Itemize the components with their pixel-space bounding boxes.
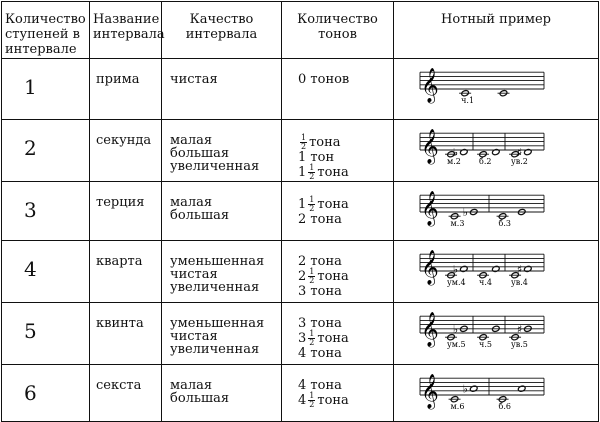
- interval-name: прима: [90, 59, 162, 120]
- staff-notation: [394, 120, 599, 181]
- interval-name: секста: [90, 365, 162, 422]
- fraction-denominator: 2: [309, 400, 315, 409]
- notation-cell: [394, 303, 599, 365]
- tones-fraction: [308, 164, 315, 181]
- tones-item: [298, 285, 393, 298]
- fraction-denominator: 2: [309, 338, 315, 347]
- table-row: [2, 365, 599, 422]
- fraction-numerator: 1: [309, 195, 315, 204]
- quality-cell: [162, 59, 282, 120]
- tones-whole: 2: [298, 212, 307, 227]
- tones-fraction: [308, 268, 315, 285]
- tones-unit: тонов: [310, 72, 350, 87]
- tones-cell: [282, 182, 394, 241]
- tones-item: [298, 134, 393, 151]
- steps-cell: 2: [2, 120, 90, 182]
- tones-cell: [282, 241, 394, 303]
- quality-item: малая: [170, 378, 213, 393]
- tones-whole: 0: [298, 72, 307, 87]
- quality-item: большая: [170, 146, 230, 161]
- tones-whole: 4: [298, 393, 307, 408]
- notation-cell: [394, 365, 599, 422]
- interval-name: секунда: [90, 120, 162, 182]
- fraction-denominator: 2: [309, 172, 315, 181]
- header-example: Нотный пример: [394, 2, 599, 59]
- tones-whole: 1: [298, 150, 307, 165]
- treble-clef-icon: 𝄞: [421, 68, 439, 103]
- staff-notation: [394, 303, 599, 364]
- fraction-denominator: 2: [309, 276, 315, 285]
- fraction-numerator: 1: [309, 163, 315, 172]
- quality-item: увеличенная: [170, 159, 260, 174]
- quality-item: увеличенная: [170, 342, 260, 357]
- treble-clef-icon: 𝄞: [421, 191, 439, 226]
- tones-cell: [282, 365, 394, 422]
- steps-cell: 3: [2, 182, 90, 241]
- table-row: [2, 120, 599, 182]
- tones-unit: тона: [317, 393, 349, 408]
- quality-cell: [162, 241, 282, 303]
- quality-item: чистая: [170, 72, 218, 87]
- flat-icon: ♭: [452, 322, 459, 336]
- tones-whole: 3: [298, 284, 307, 299]
- fraction-numerator: 1: [309, 329, 315, 338]
- staff-notation: [394, 182, 599, 240]
- header-tones: Количество тонов: [282, 2, 394, 59]
- steps-cell: 6: [2, 365, 90, 422]
- staff-notation: [394, 365, 599, 421]
- tones-whole: 2: [298, 254, 307, 269]
- header-name: Название интервала: [90, 2, 162, 59]
- interval-label: ув.2: [511, 157, 528, 166]
- tones-unit: тон: [310, 150, 335, 165]
- interval-label: ув.4: [511, 278, 528, 287]
- steps-cell: 5: [2, 303, 90, 365]
- staff-notation: [394, 241, 599, 302]
- tones-unit: тона: [317, 197, 349, 212]
- interval-label: м.6: [450, 402, 465, 411]
- fraction-numerator: 1: [309, 267, 315, 276]
- quality-item: малая: [170, 133, 213, 148]
- quality-cell: [162, 303, 282, 365]
- tones-unit: тона: [317, 269, 349, 284]
- steps-cell: 1: [2, 59, 90, 120]
- tones-item: [298, 164, 393, 181]
- tones-unit: тона: [317, 331, 349, 346]
- fraction-numerator: 1: [301, 133, 307, 142]
- flat-icon: ♭: [462, 382, 468, 396]
- tones-whole: 4: [298, 346, 307, 361]
- fraction-denominator: 2: [309, 204, 315, 213]
- tones-fraction: [300, 134, 307, 151]
- interval-label: б.6: [498, 402, 512, 411]
- treble-clef-icon: 𝄞: [421, 250, 439, 285]
- steps-cell: 4: [2, 241, 90, 303]
- tones-item: [298, 196, 393, 213]
- tones-unit: тона: [310, 212, 342, 227]
- tones-unit: тона: [310, 378, 342, 393]
- header-steps: Количество ступеней в интервале: [2, 2, 90, 59]
- interval-label: ум.4: [447, 278, 466, 287]
- quality-item: уменьшенная: [170, 316, 265, 331]
- tones-unit: тона: [310, 316, 342, 331]
- interval-label: ч.4: [479, 278, 492, 287]
- fraction-numerator: 1: [309, 391, 315, 400]
- interval-name: кварта: [90, 241, 162, 303]
- flat-icon: ♭: [452, 146, 459, 160]
- tones-cell: [282, 120, 394, 182]
- treble-clef-icon: 𝄞: [421, 374, 439, 409]
- quality-cell: [162, 365, 282, 422]
- quality-item: большая: [170, 208, 230, 223]
- table-row: [2, 303, 599, 365]
- interval-name: терция: [90, 182, 162, 241]
- tones-item: [298, 347, 393, 360]
- quality-item: малая: [170, 195, 213, 210]
- notation-cell: [394, 59, 599, 120]
- tones-unit: тона: [309, 135, 341, 150]
- tones-fraction: [308, 392, 315, 409]
- treble-clef-icon: 𝄞: [421, 312, 439, 347]
- quality-cell: [162, 182, 282, 241]
- sharp-icon: ♯: [516, 262, 523, 276]
- tones-unit: тона: [310, 346, 342, 361]
- quality-item: уменьшенная: [170, 254, 265, 269]
- tones-fraction: [308, 196, 315, 213]
- tones-cell: [282, 303, 394, 365]
- treble-clef-icon: 𝄞: [421, 129, 439, 164]
- notation-cell: [394, 182, 599, 241]
- tones-item: [298, 73, 393, 86]
- notation-cell: [394, 120, 599, 182]
- quality-item: чистая: [170, 267, 218, 282]
- tones-item: [298, 213, 393, 226]
- interval-label: б.2: [479, 157, 492, 166]
- tones-item: [298, 392, 393, 409]
- quality-item: чистая: [170, 329, 218, 344]
- fraction-denominator: 2: [301, 142, 307, 151]
- tones-whole: 3: [298, 331, 307, 346]
- tones-unit: тона: [310, 284, 342, 299]
- intervals-table: [1, 1, 599, 422]
- tones-item: [298, 268, 393, 285]
- sharp-icon: ♯: [516, 146, 523, 160]
- tones-cell: [282, 59, 394, 120]
- interval-label: ч.5: [479, 340, 492, 349]
- tones-whole: 3: [298, 316, 307, 331]
- header-quality: Качество интервала: [162, 2, 282, 59]
- table-row: [2, 241, 599, 303]
- table-row: [2, 182, 599, 241]
- tones-item: [298, 330, 393, 347]
- quality-cell: [162, 120, 282, 182]
- header-row: [2, 2, 599, 59]
- sharp-icon: ♯: [516, 322, 523, 336]
- tones-unit: тона: [317, 165, 349, 180]
- interval-label: ч.1: [461, 96, 475, 105]
- interval-label: м.2: [447, 157, 461, 166]
- staff-notation: [394, 59, 599, 119]
- interval-label: б.3: [498, 219, 512, 228]
- notation-cell: [394, 241, 599, 303]
- flat-icon: ♭: [452, 262, 459, 276]
- interval-label: ув.5: [511, 340, 528, 349]
- tones-whole: 4: [298, 378, 307, 393]
- interval-label: м.3: [450, 219, 465, 228]
- table-row: [2, 59, 599, 120]
- tones-whole: 1: [298, 197, 307, 212]
- flat-icon: ♭: [462, 206, 468, 219]
- tones-whole: 1: [298, 165, 307, 180]
- tones-fraction: [308, 330, 315, 347]
- interval-name: квинта: [90, 303, 162, 365]
- tones-unit: тона: [310, 254, 342, 269]
- quality-item: большая: [170, 391, 230, 406]
- interval-label: ум.5: [447, 340, 466, 349]
- tones-whole: 2: [298, 269, 307, 284]
- quality-item: увеличенная: [170, 280, 260, 295]
